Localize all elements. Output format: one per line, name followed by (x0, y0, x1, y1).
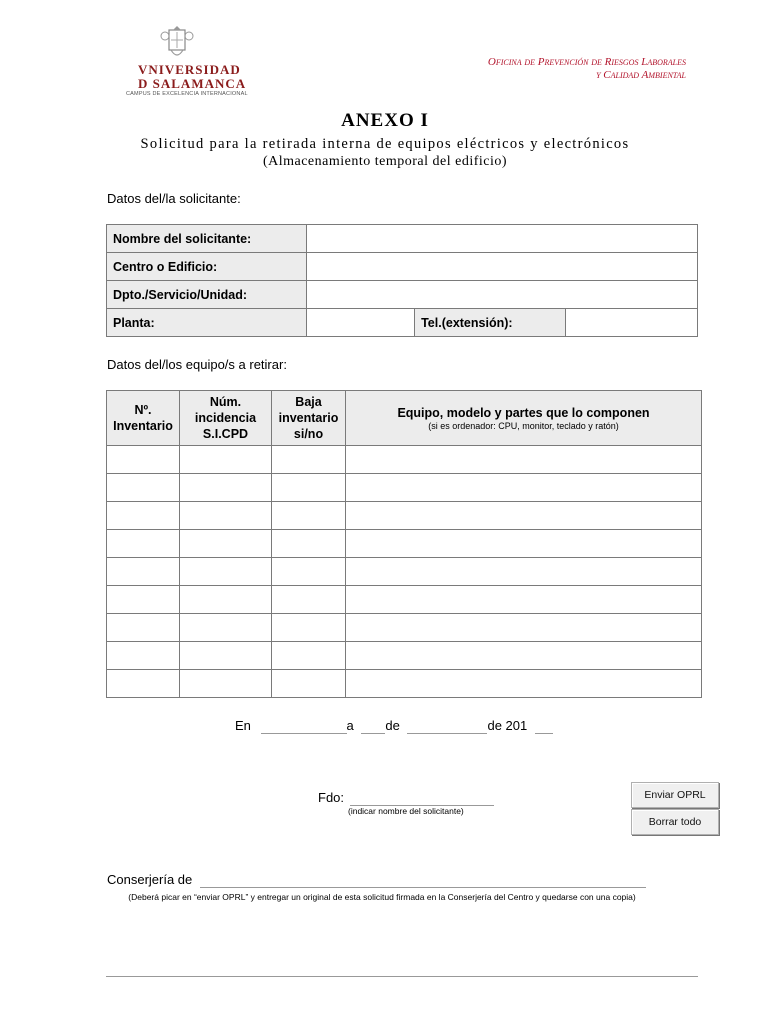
inventario-cell[interactable] (107, 446, 180, 474)
incidencia-cell[interactable] (180, 446, 272, 474)
document-title: ANEXO I (341, 110, 429, 131)
incidencia-cell[interactable] (180, 474, 272, 502)
signature-note: (indicar nombre del solicitante) (348, 806, 464, 816)
baja-cell[interactable] (272, 530, 346, 558)
centro-label: Centro o Edificio: (107, 253, 307, 281)
incidencia-cell[interactable] (180, 502, 272, 530)
incidencia-cell[interactable] (180, 642, 272, 670)
col-equipo-text: Equipo, modelo y partes que lo componen (397, 405, 650, 420)
equipo-cell[interactable] (346, 614, 702, 642)
conserjeria-field[interactable] (200, 872, 646, 888)
col-incidencia-text-1: Núm. (209, 395, 242, 409)
equipo-cell[interactable] (346, 558, 702, 586)
col-equipo-note: (si es ordenador: CPU, monitor, teclado y ratón) (428, 420, 619, 431)
date-month-field[interactable] (407, 718, 487, 734)
baja-cell[interactable] (272, 558, 346, 586)
col-inventario-text-1: Nº. (134, 403, 152, 417)
incidencia-cell[interactable] (180, 558, 272, 586)
logo-text-line1: VNIVERSIDAD (138, 62, 241, 77)
applicant-section-label: Datos del/la solicitante: (107, 191, 241, 206)
table-row (107, 614, 702, 642)
table-row (107, 502, 702, 530)
col-incidencia-text-2: incidencia (194, 411, 257, 425)
date-en-label: En (235, 718, 251, 733)
incidencia-cell[interactable] (180, 614, 272, 642)
logo-text-line3: CAMPUS DE EXCELENCIA INTERNACIONAL (126, 91, 248, 97)
col-baja-text-2: inventario (278, 411, 339, 425)
incidencia-cell[interactable] (180, 670, 272, 698)
signature-line (318, 790, 494, 806)
logo-text-line2: D SALAMANCA (138, 76, 247, 91)
col-incidencia-header (180, 391, 272, 446)
incidencia-cell[interactable] (180, 586, 272, 614)
conserjeria-note: (Deberá picar en “enviar OPRL” y entregar un original de esta solicitud firmada en la Conserjería del Centro y quedarse con una copia) (128, 892, 636, 902)
equipo-cell[interactable] (346, 530, 702, 558)
date-place-field[interactable] (261, 718, 347, 734)
equipment-section-label: Datos del/los equipo/s a retirar: (107, 357, 287, 372)
col-equipo-header (346, 391, 702, 446)
col-baja-header (272, 391, 346, 446)
date-year-label: de 201 (487, 718, 528, 733)
baja-cell[interactable] (272, 642, 346, 670)
crest-icon (157, 24, 197, 62)
baja-cell[interactable] (272, 502, 346, 530)
tel-label: Tel.(extensión): (415, 309, 566, 337)
signature-field[interactable] (350, 790, 494, 806)
office-name-line2: y Calidad Ambiental (596, 69, 686, 81)
planta-field[interactable] (306, 309, 414, 337)
conserjeria-line (107, 872, 646, 888)
inventario-cell[interactable] (107, 530, 180, 558)
fdo-label: Fdo: (318, 790, 345, 805)
inventario-cell[interactable] (107, 614, 180, 642)
col-inventario-text-2: Inventario (113, 419, 173, 433)
conserjeria-label: Conserjería de (107, 872, 193, 887)
applicant-table (106, 224, 698, 337)
table-row (107, 586, 702, 614)
equipo-cell[interactable] (346, 670, 702, 698)
inventario-cell[interactable] (107, 558, 180, 586)
baja-cell[interactable] (272, 474, 346, 502)
equipo-cell[interactable] (346, 446, 702, 474)
inventario-cell[interactable] (107, 642, 180, 670)
dpto-field[interactable] (306, 281, 697, 309)
baja-cell[interactable] (272, 586, 346, 614)
table-row (107, 642, 702, 670)
incidencia-cell[interactable] (180, 530, 272, 558)
tel-field[interactable] (565, 309, 697, 337)
col-incidencia-text-3: S.I.CPD (202, 427, 249, 441)
col-baja-text-3: si/no (293, 427, 324, 441)
centro-field[interactable] (306, 253, 697, 281)
date-a-label: a (346, 718, 354, 733)
col-baja-text-1: Baja (295, 395, 322, 409)
enviar-oprl-button[interactable]: Enviar OPRL (631, 782, 719, 808)
equipo-cell[interactable] (346, 642, 702, 670)
document-subtitle-note: (Almacenamiento temporal del edificio) (262, 154, 508, 169)
date-year-field[interactable] (535, 718, 553, 734)
university-logo (112, 24, 252, 100)
table-row (107, 446, 702, 474)
table-row (107, 530, 702, 558)
equipo-cell[interactable] (346, 502, 702, 530)
borrar-todo-button[interactable]: Borrar todo (631, 809, 719, 835)
date-day-field[interactable] (361, 718, 385, 734)
planta-label: Planta: (107, 309, 307, 337)
inventario-cell[interactable] (107, 670, 180, 698)
office-name-line1: Oficina de Prevención de Riesgos Laborales (487, 56, 686, 68)
inventario-cell[interactable] (107, 502, 180, 530)
nombre-field[interactable] (306, 225, 697, 253)
equipo-cell[interactable] (346, 586, 702, 614)
baja-cell[interactable] (272, 614, 346, 642)
inventario-cell[interactable] (107, 474, 180, 502)
table-row (107, 670, 702, 698)
date-line (235, 718, 553, 734)
dpto-label: Dpto./Servicio/Unidad: (107, 281, 307, 309)
baja-cell[interactable] (272, 670, 346, 698)
date-de-label: de (385, 718, 400, 733)
inventario-cell[interactable] (107, 586, 180, 614)
baja-cell[interactable] (272, 446, 346, 474)
table-row (107, 474, 702, 502)
nombre-label: Nombre del solicitante: (107, 225, 307, 253)
document-subtitle: Solicitud para la retirada interna de equipos eléctricos y electrónicos (140, 136, 630, 152)
equipment-table (106, 390, 702, 698)
table-row (107, 558, 702, 586)
equipo-cell[interactable] (346, 474, 702, 502)
bottom-divider (106, 976, 698, 977)
col-inventario-header (107, 391, 180, 446)
